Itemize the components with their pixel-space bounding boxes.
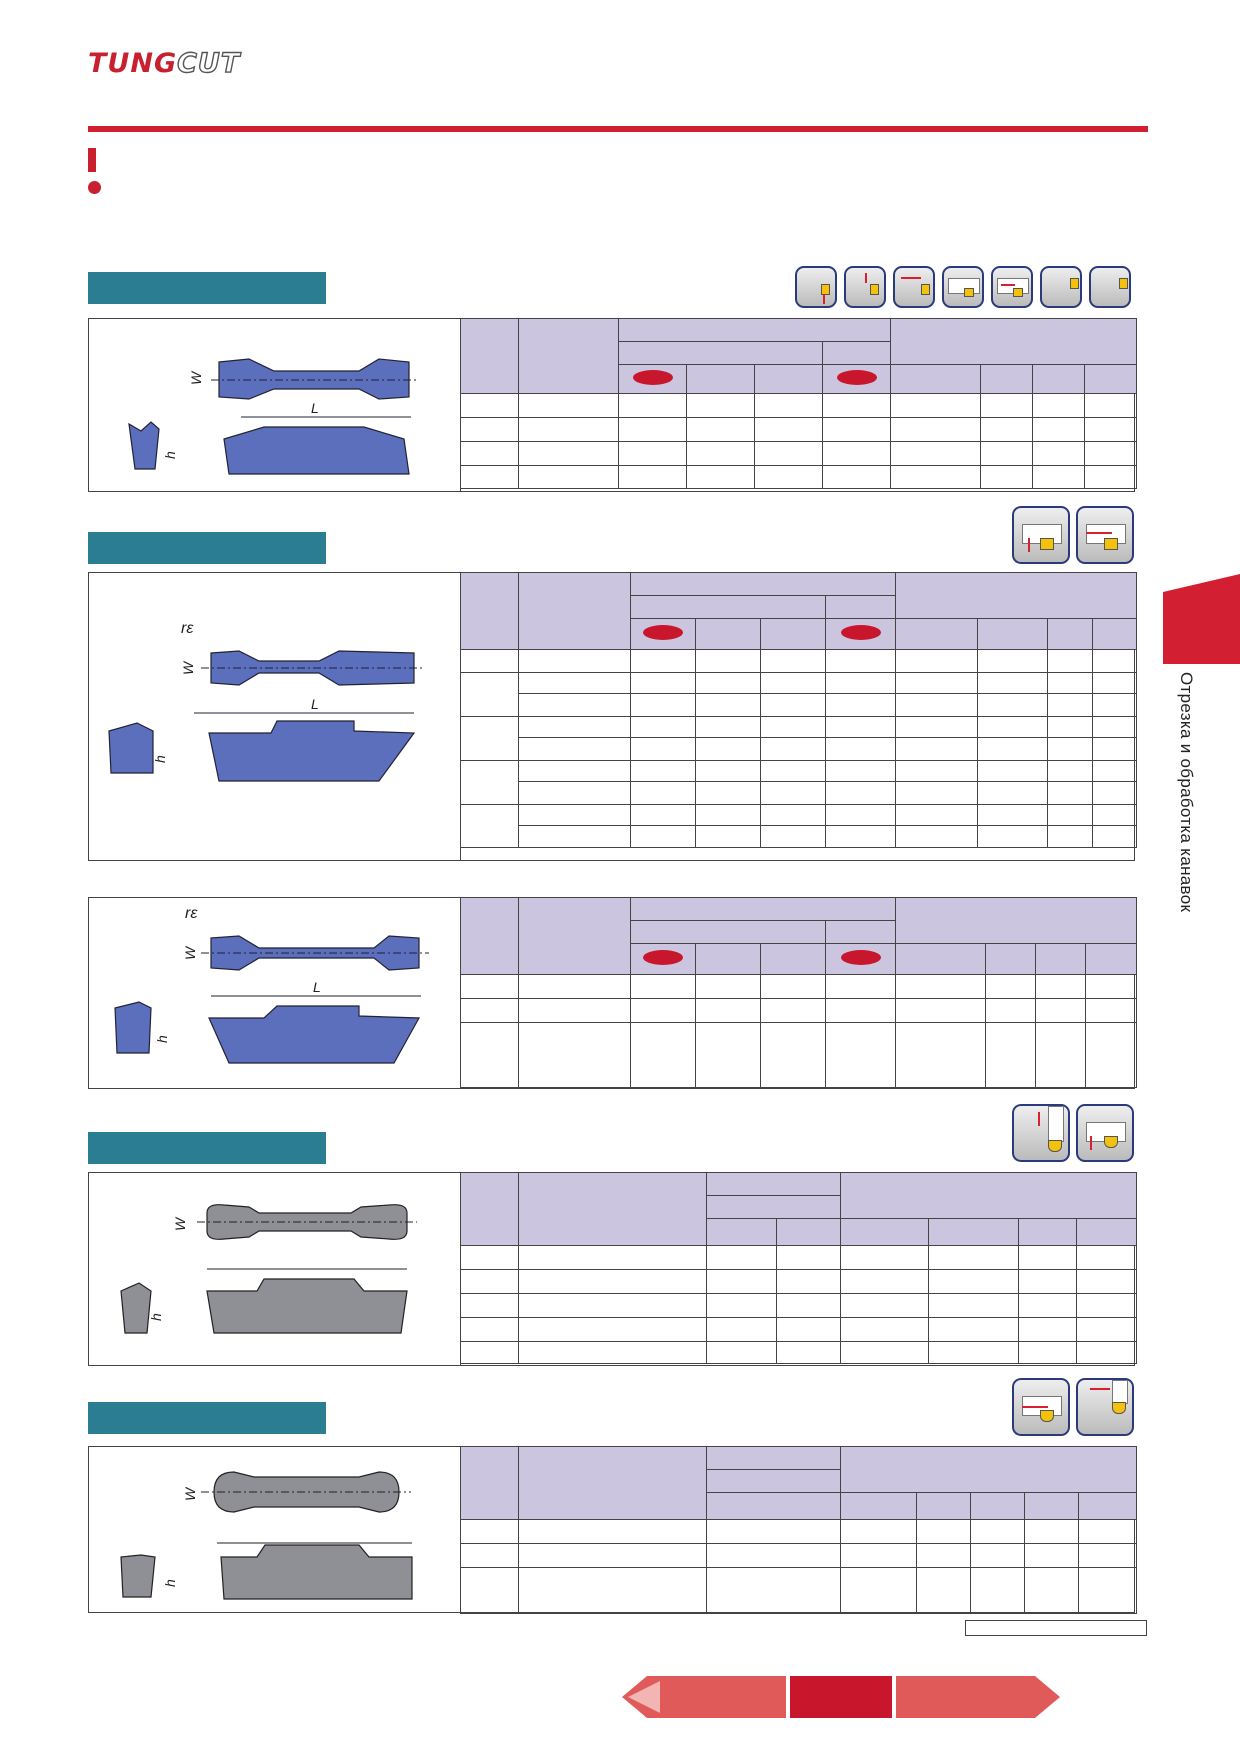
insert-drawing-4 <box>89 1173 461 1365</box>
table-row <box>461 1246 1137 1270</box>
svg-text:h: h <box>152 755 168 763</box>
table-row <box>461 1270 1137 1294</box>
svg-text:W: W <box>180 661 196 675</box>
table-row <box>461 418 1137 442</box>
svg-text:L: L <box>311 400 319 416</box>
spec-table-2 <box>460 572 1137 848</box>
face-turn-icon <box>1076 506 1134 564</box>
section-heading-5 <box>88 1402 326 1434</box>
coating-marker <box>643 625 683 640</box>
insert-drawing-3 <box>89 898 461 1088</box>
face-groove-icon <box>942 266 984 308</box>
contents-button[interactable] <box>790 1676 892 1718</box>
table-row <box>461 1023 1137 1088</box>
header-divider <box>88 126 1148 132</box>
parting-icon <box>795 266 837 308</box>
table-row <box>461 782 1137 805</box>
svg-text:h: h <box>154 1035 170 1043</box>
table-row <box>461 1318 1137 1342</box>
table-row <box>461 738 1137 761</box>
product-panel-4 <box>88 1172 1135 1366</box>
svg-text:rε: rε <box>185 905 198 922</box>
table-row <box>461 650 1137 673</box>
grooving-icon <box>844 266 886 308</box>
section-tab-label: Отрезка и обработка канавок <box>1177 672 1196 913</box>
svg-text:rε: rε <box>181 620 194 637</box>
spec-table-5 <box>460 1446 1137 1614</box>
table-row <box>461 1544 1137 1568</box>
section-heading-1 <box>88 272 326 304</box>
table-row <box>461 673 1137 694</box>
insert-drawing-1 <box>89 319 461 491</box>
face-turn-icon <box>991 266 1033 308</box>
svg-text:h: h <box>162 1579 178 1587</box>
spec-table-4 <box>460 1172 1137 1364</box>
svg-text:L: L <box>313 979 321 995</box>
svg-text:W: W <box>182 1487 198 1501</box>
table-row <box>461 1520 1137 1544</box>
coating-marker <box>837 370 877 385</box>
table-row <box>461 1342 1137 1364</box>
table-row <box>461 1568 1137 1614</box>
table-row <box>461 826 1137 848</box>
exclamation-dot <box>88 181 101 194</box>
svg-text:W: W <box>182 946 198 960</box>
table-row <box>461 717 1137 738</box>
insert-drawing-2 <box>89 573 461 860</box>
coating-marker <box>643 950 683 965</box>
profile-icon <box>1040 266 1082 308</box>
table-row <box>461 975 1137 999</box>
svg-text:h: h <box>162 451 178 459</box>
face-turn-icon <box>1012 1378 1070 1436</box>
section-heading-2 <box>88 532 326 564</box>
coating-marker <box>633 370 673 385</box>
svg-text:h: h <box>148 1313 164 1321</box>
face-groove-icon <box>1076 1104 1134 1162</box>
spec-table-3 <box>460 897 1137 1088</box>
spec-table-1 <box>460 318 1137 489</box>
operation-icons-1 <box>795 266 1135 314</box>
svg-text:W: W <box>172 1217 188 1231</box>
next-page-button[interactable] <box>896 1676 1060 1718</box>
table-row <box>461 761 1137 782</box>
insert-drawing-5 <box>89 1447 461 1612</box>
turning-icon <box>893 266 935 308</box>
table-row <box>461 1294 1137 1318</box>
table-row <box>461 394 1137 418</box>
product-panel-5 <box>88 1446 1135 1613</box>
table-row <box>461 694 1137 717</box>
table-row <box>461 805 1137 826</box>
product-panel-2 <box>88 572 1135 861</box>
table-row <box>461 999 1137 1023</box>
prev-page-button[interactable] <box>622 1676 786 1718</box>
coating-marker <box>841 625 881 640</box>
svg-text:L: L <box>311 696 319 712</box>
footnote-box <box>965 1620 1147 1636</box>
exclamation-icon <box>88 148 96 172</box>
profile-turn-icon <box>1076 1378 1134 1436</box>
section-heading-4 <box>88 1132 326 1164</box>
svg-text:W: W <box>188 371 204 385</box>
table-row <box>461 442 1137 466</box>
brand-logo: TUNGCUT <box>88 48 241 79</box>
product-panel-3 <box>88 897 1135 1089</box>
coating-marker <box>841 950 881 965</box>
copy-icon <box>1089 266 1131 308</box>
section-tab[interactable] <box>1163 574 1240 664</box>
grooving-icon <box>1012 1104 1070 1162</box>
table-row <box>461 466 1137 489</box>
face-groove-icon <box>1012 506 1070 564</box>
product-panel-1 <box>88 318 1135 492</box>
